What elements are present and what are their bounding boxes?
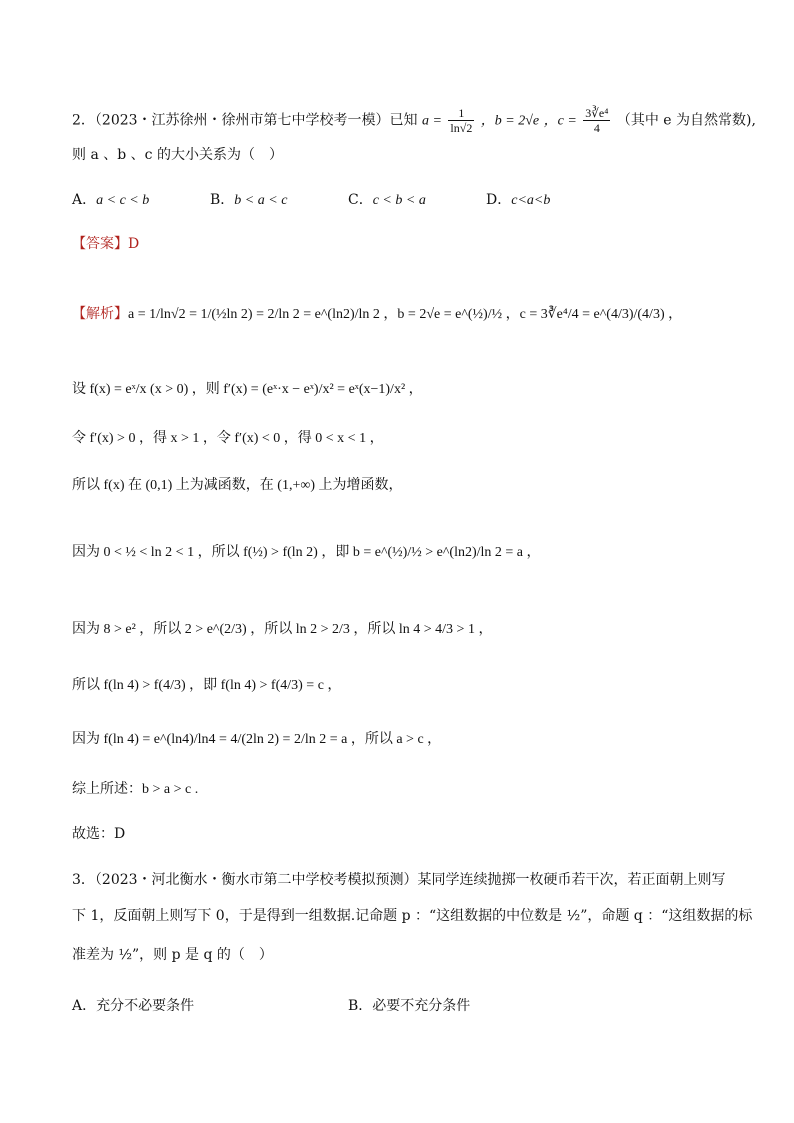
- option-a[interactable]: A．a < c < b: [72, 192, 150, 208]
- question-3-line1: 3．（2023・河北衡水・衡水市第二中学校考模拟预测）某同学连续抛掷一枚硬币若干次，若正面朝上则写: [72, 872, 726, 888]
- question-tail: （其中 e 为自然常数),: [616, 112, 756, 129]
- analysis-tag: 【解析】: [72, 306, 128, 322]
- q3-option-a[interactable]: A．充分不必要条件: [72, 998, 195, 1014]
- analysis-line-6: 因为 8 > e² ，所以 2 > e^(2/3) ，所以 ln 2 > 2/3 ，所以 ln 4 > 4/3 > 1 ，: [72, 622, 493, 637]
- c-fraction: $\frac{\text{3∛e⁴}}{4}$: [585, 106, 609, 135]
- b-definition: ，b = 2√e: [480, 113, 540, 129]
- question-2-line2: 则 a 、b 、c 的大小关系为（ ）: [72, 147, 283, 163]
- answer-tag: 【答案】: [72, 236, 128, 252]
- a-fraction: $\frac{1}{\ln√2}$: [450, 106, 473, 135]
- option-d[interactable]: D．c<a<b: [486, 192, 551, 208]
- analysis-line-1: 【解析】a = 1/ln√2 = 1/(½ln 2) = 2/ln 2 = e^(ln2)/ln 2 ，b = 2√e = e^(½)/½ ，c = 3∛e⁴/4 = e^(4/3)/(4/3) ，: [72, 306, 683, 322]
- analysis-line-4: 所以 f(x) 在 (0,1) 上为减函数，在 (1,+∞) 上为增函数，: [72, 478, 403, 493]
- answer-value: D: [128, 236, 140, 252]
- q3-option-b[interactable]: B．必要不充分条件: [348, 998, 471, 1014]
- option-b[interactable]: B．b < a < c: [210, 192, 288, 208]
- analysis-line-5: 因为 0 < ½ < ln 2 < 1 ，所以 f(½) > f(ln 2) ，即 b = e^(½)/½ > e^(ln2)/ln 2 = a ，: [72, 545, 541, 560]
- analysis-line-10: 故选：D: [72, 826, 126, 842]
- question-number: 2．: [72, 112, 95, 129]
- option-c[interactable]: C．c < b < a: [348, 192, 426, 208]
- question-2-stem: [72, 106, 756, 135]
- a-label: a =: [422, 113, 442, 129]
- analysis-line-3: 令 f′(x) > 0 ，得 x > 1 ，令 f′(x) < 0 ，得 0 < x < 1 ，: [72, 431, 384, 446]
- answer-line: [72, 234, 139, 254]
- analysis-line-2: 设 f(x) = eˣ/x (x > 0) ，则 f′(x) = (eˣ·x − eˣ)/x² = eˣ(x−1)/x² ，: [72, 382, 423, 397]
- analysis-line-8: 因为 f(ln 4) = e^(ln4)/ln4 = 4/(2ln 2) = 2/ln 2 = a ，所以 a > c ，: [72, 732, 442, 747]
- question-3-line2: 下 1，反面朝上则写下 0，于是得到一组数据.记命题 p ：“这组数据的中位数是 ½”，命题 q ：“这组数据的标: [72, 908, 753, 924]
- question-source: （2023・江苏徐州・徐州市第七中学校考一模）已知: [94, 112, 418, 129]
- question-3-line3: 准差为 ½”，则 p 是 q 的（ ）: [72, 947, 273, 963]
- analysis-line-7: 所以 f(ln 4) > f(4/3) ，即 f(ln 4) > f(4/3) = c ，: [72, 678, 342, 693]
- analysis-line-9: 综上所述：b > a > c .: [72, 782, 199, 797]
- c-label: ，c =: [543, 113, 577, 129]
